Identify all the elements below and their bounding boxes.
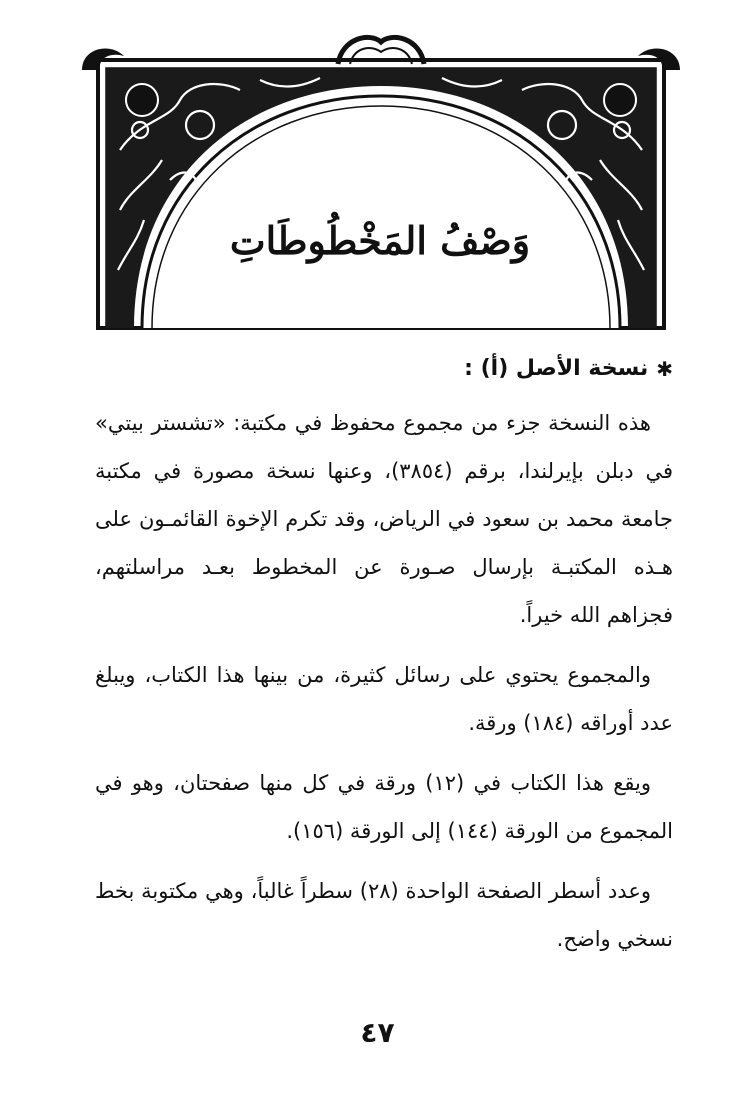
page-number: ٤٧	[360, 1015, 395, 1049]
ornamental-arch-frame	[80, 30, 682, 332]
paragraph: والمجموع يحتوي على رسائل كثيرة، من بينها هذا الكتاب، ويبلغ عدد أوراقه (١٨٤) ورقة.	[95, 663, 673, 735]
body-text	[95, 345, 673, 975]
paragraph: هذه النسخة جزء من مجموع محفوظ في مكتبة: «تشستر بيتي» في دبلن بإيرلندا، برقم (٣٨٥٤)، وعنها نسخة مصورة في مكتبة جامعة محمد بن سعود في الرياض، وقد تكرم الإخوة القائمـون على هـذه المكتبـة بإرسال صـورة عن المخطوط بعـد مراسلتهم، فجزاهم الله خيراً.	[95, 411, 674, 627]
section-heading	[95, 345, 673, 393]
star-bullet-icon: ✱	[656, 357, 673, 381]
section-heading-label: نسخة الأصل (أ) :	[464, 356, 649, 381]
paragraph: ويقع هذا الكتاب في (١٢) ورقة في كل منها صفحتان، وهو في المجموع من الورقة (١٤٤) إلى الورقة (١٥٦).	[95, 771, 673, 843]
paragraph: وعدد أسطر الصفحة الواحدة (٢٨) سطراً غالباً، وهي مكتوبة بخط نسخي واضح.	[95, 879, 673, 951]
chapter-title: وَصْفُ المَخْطُوطَاتِ	[229, 217, 531, 263]
